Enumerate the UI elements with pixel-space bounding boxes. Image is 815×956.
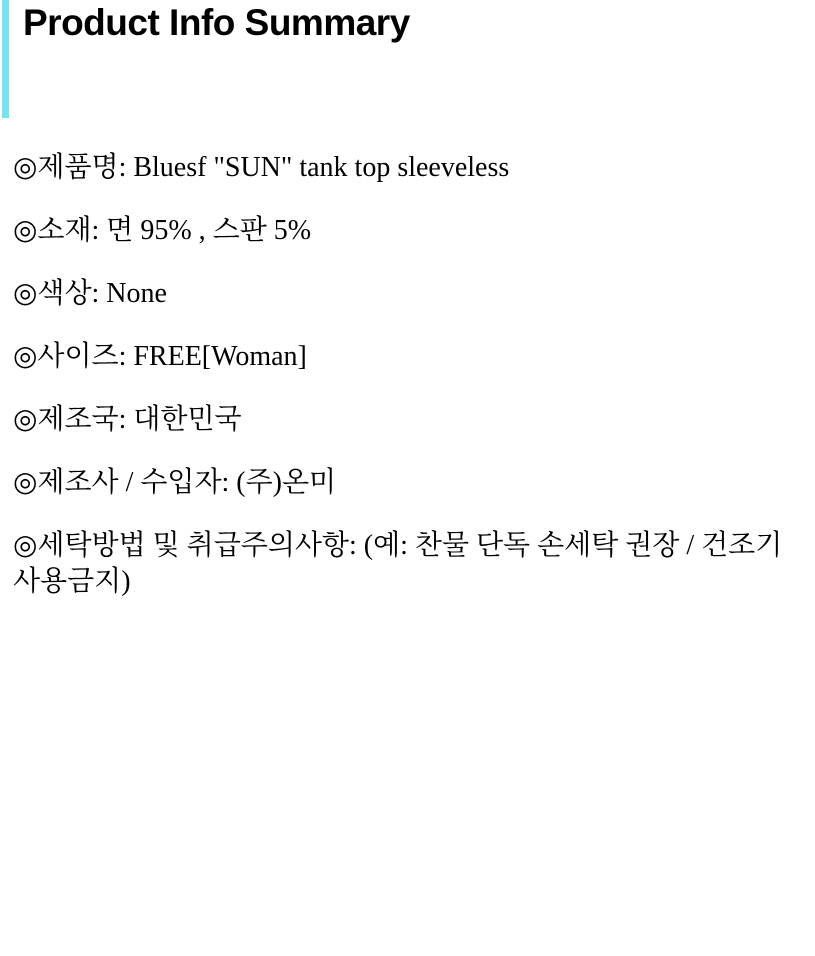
product-info-line-origin: ◎제조국: 대한민국 — [13, 404, 242, 435]
product-info-line-size: ◎사이즈: FREE[Woman] — [13, 341, 307, 372]
product-info-line-care: ◎세탁방법 및 취급주의사항: (예: 찬물 단독 손세탁 권장 / 건조기 사용금지) — [13, 530, 783, 597]
product-info-line-manufacturer: ◎제조사 / 수입자: (주)온미 — [13, 467, 337, 498]
product-info-list — [13, 150, 793, 627]
title-accent-bar — [2, 0, 9, 118]
product-info-line-color: ◎색상: None — [13, 278, 167, 309]
page-title: Product Info Summary — [23, 2, 410, 43]
product-info-line-material: ◎소재: 면 95% , 스판 5% — [13, 215, 312, 246]
product-info-line-name: ◎제품명: Bluesf "SUN" tank top sleeveless — [13, 152, 510, 183]
